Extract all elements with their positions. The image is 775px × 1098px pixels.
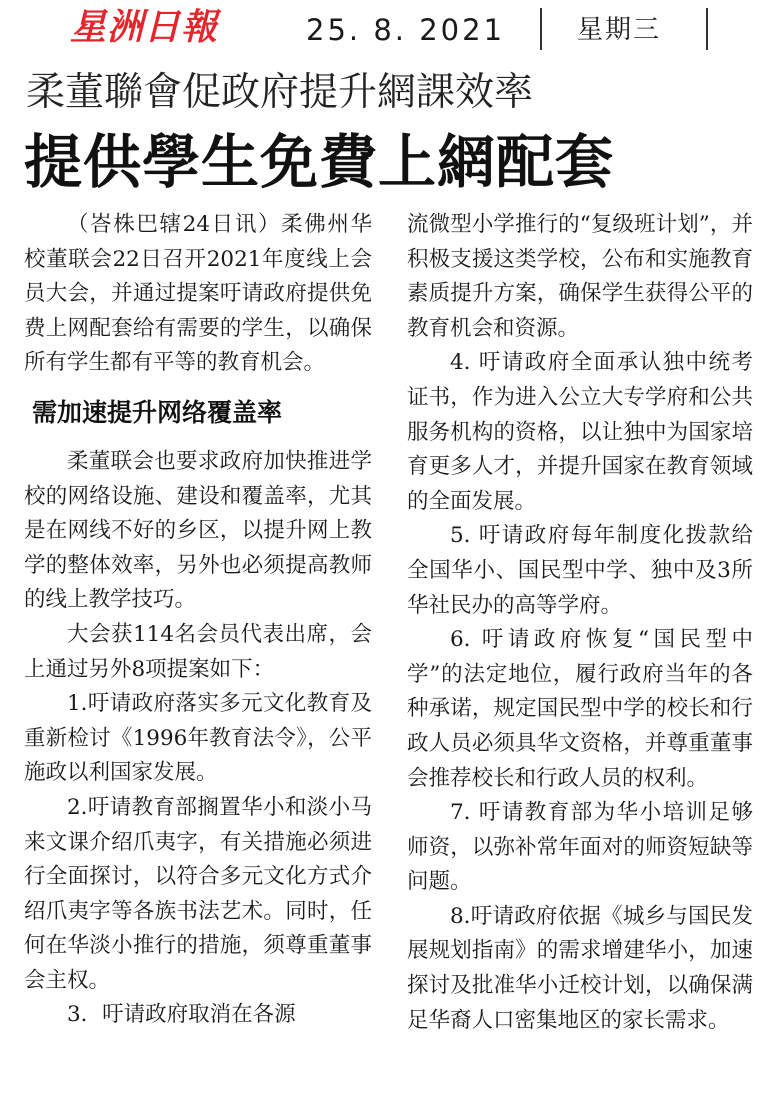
proposal-item: 3．吁请政府取消在各源 bbox=[67, 1002, 296, 1028]
continued-paragraph: 流微型小学推行的“复级班计划”，并积极支援这类学校，公布和实施教育素质提升方案，确保学生获得公平的教育机会和资源。 bbox=[407, 212, 753, 341]
section-subheading: 需加速提升网络覆盖率 bbox=[32, 397, 283, 427]
proposal-item: 6. 吁请政府恢复“国民型中学”的法定地位，履行政府当年的各种承诺，规定国民型中学的校长和行政人员必须具华文资格，并尊重董事会推荐校长和行政人员的权利。 bbox=[407, 627, 753, 791]
issue-weekday: 星期三 bbox=[577, 15, 662, 45]
proposal-item: 4. 吁请政府全面承认独中统考证书，作为进入公立大专学府和公共服务机构的资格，以让独中为国家培育更多人才，并提升国家在教育领域的全面发展。 bbox=[407, 350, 753, 514]
proposal-item: 2.吁请教育部搁置华小和淡小马来文课介绍爪夷字，有关措施必须进行全面探讨，以符合多元文化方式介绍爪夷字等各族书法艺术。同时，任何在华淡小推行的措施，须尊重董事会主权。 bbox=[24, 794, 372, 993]
issue-date: 25. 8. 2021 bbox=[306, 13, 506, 47]
proposal-item: 5. 吁请政府每年制度化拨款给全国华小、国民型中学、独中及3所华社民办的高等学府。 bbox=[407, 523, 753, 618]
masthead bbox=[0, 0, 775, 56]
newspaper-logo: 星洲日報 bbox=[70, 7, 219, 48]
lead-paragraph: （峇株巴辖24日讯）柔佛州华校董联会22日召开2021年度线上会员大会，并通过提案吁请政府提供免费上网配套给有需要的学生，以确保所有学生都有平等的教育机会。 bbox=[24, 212, 372, 376]
article-column-right bbox=[407, 208, 753, 1038]
headline-kicker: 柔董聯會促政府提升網課效率 bbox=[26, 70, 534, 115]
body-paragraph: 柔董联会也要求政府加快推进学校的网络设施、建设和覆盖率，尤其是在网线不好的乡区，以提升网上教学的整体效率，另外也必须提高教师的线上教学技巧。 bbox=[24, 448, 372, 613]
proposal-item: 8.吁请政府依据《城乡与国民发展规划指南》的需求增建华小，加速探讨及批准华小迁校计划，以确保满足华裔人口密集地区的家长需求。 bbox=[407, 903, 753, 1033]
masthead-divider bbox=[540, 8, 542, 50]
body-paragraph: 大会获114名会员代表出席，会上通过另外8项提案如下： bbox=[24, 621, 372, 682]
headline-title: 提供學生免費上網配套 bbox=[24, 128, 615, 196]
masthead-divider bbox=[706, 8, 708, 50]
article-column-left bbox=[24, 208, 372, 1033]
proposal-item: 7. 吁请教育部为华小培训足够师资，以弥补常年面对的师资短缺等问题。 bbox=[407, 800, 753, 895]
proposal-item: 1.吁请政府落实多元文化教育及重新检讨《1996年教育法令》，公平施政以利国家发展。 bbox=[24, 691, 372, 786]
